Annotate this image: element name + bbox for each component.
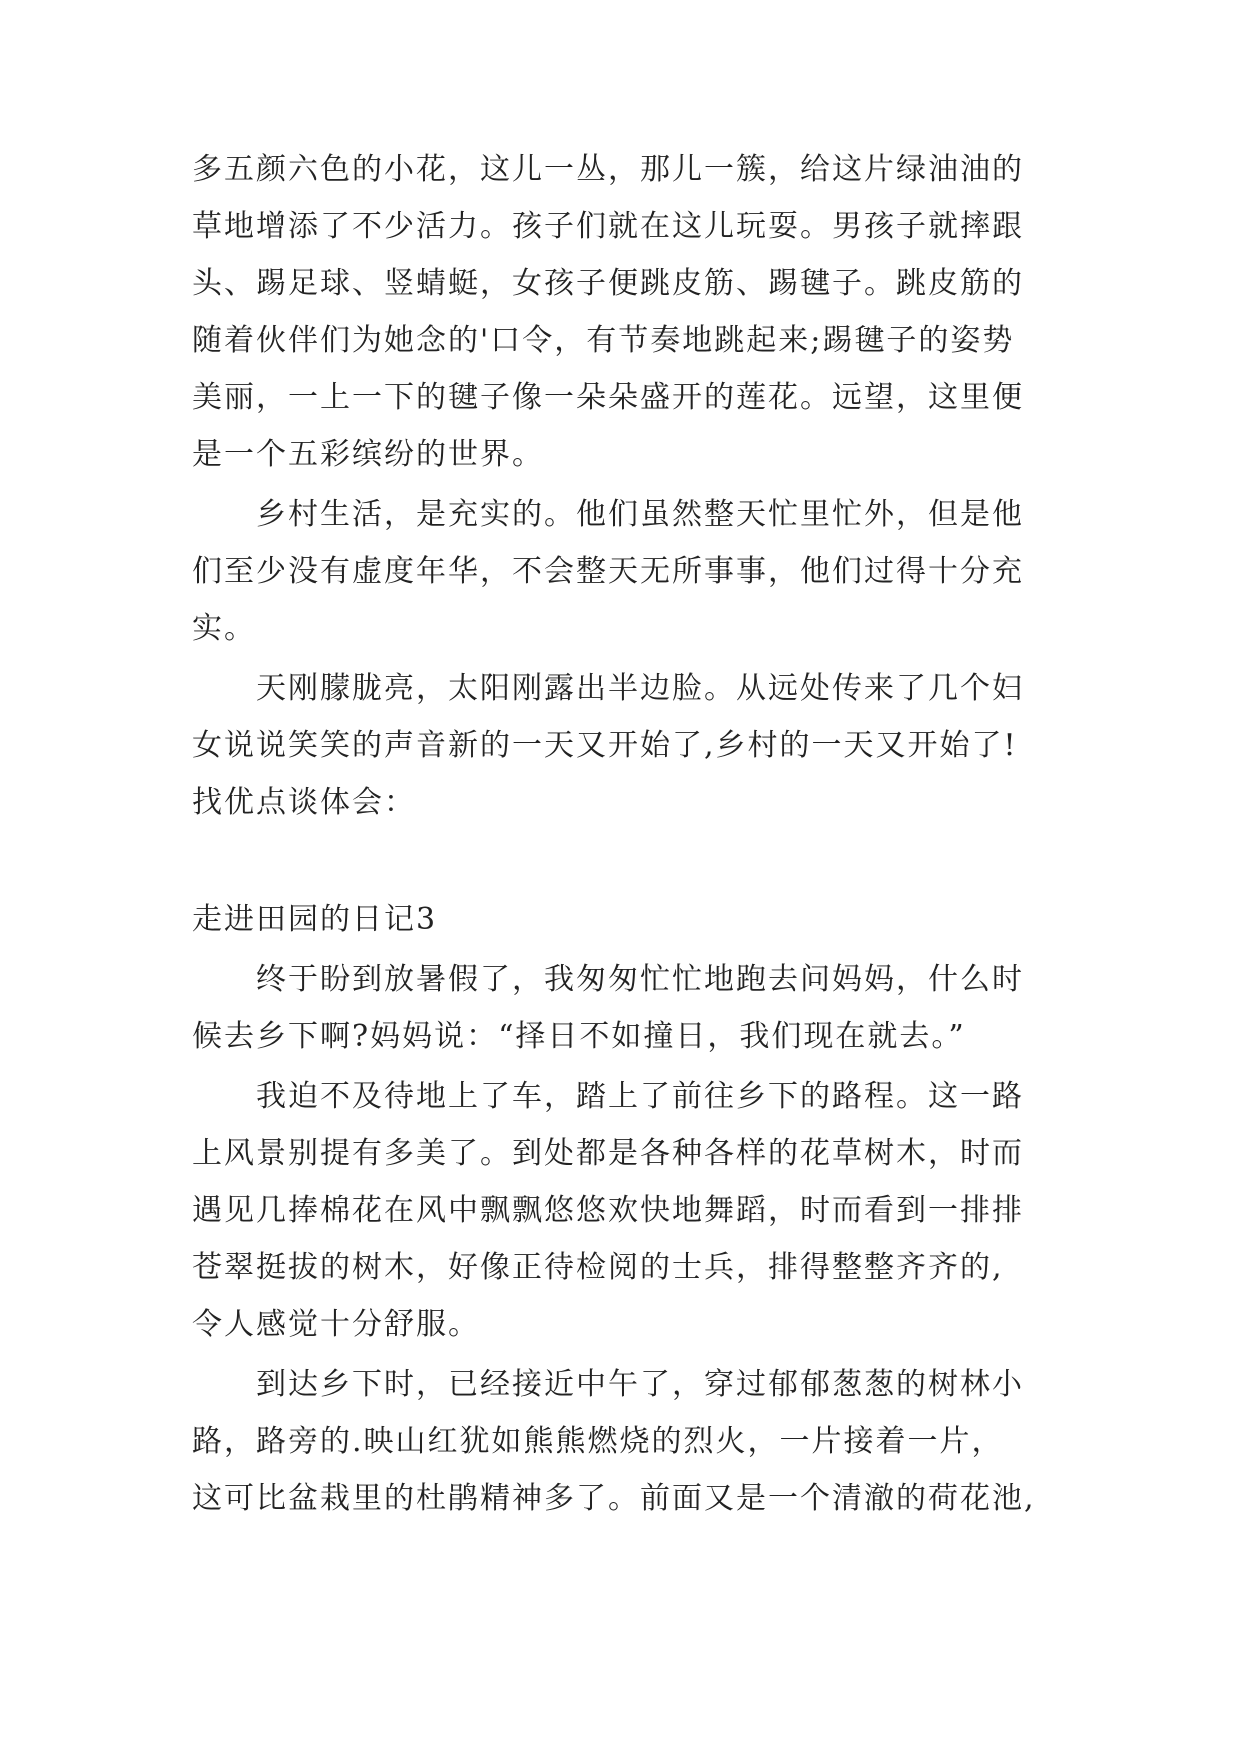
text-line: 令人感觉十分舒服。 bbox=[192, 1307, 480, 1342]
text-line: 多五颜六色的小花，这儿一丛，那儿一簇，给这片绿油油的 bbox=[192, 152, 1024, 187]
paragraph-first-line: 我迫不及待地上了车，踏上了前往乡下的路程。这一路 bbox=[256, 1079, 1024, 1114]
text-line: 女说说笑笑的声音新的一天又开始了,乡村的一天又开始了! bbox=[192, 728, 1018, 763]
paragraph-first-line: 终于盼到放暑假了，我匆匆忙忙地跑去问妈妈，什么时 bbox=[256, 962, 1024, 997]
text-line: 这可比盆栽里的杜鹃精神多了。前面又是一个清澈的荷花池, bbox=[192, 1481, 1036, 1516]
text-line: 们至少没有虚度年华，不会整天无所事事，他们过得十分充 bbox=[192, 554, 1024, 589]
text-line: 草地增添了不少活力。孩子们就在这儿玩耍。男孩子就摔跟 bbox=[192, 209, 1024, 244]
text-line: 路，路旁的.映山红犹如熊熊燃烧的烈火，一片接着一片， bbox=[192, 1424, 1004, 1459]
paragraph-first-line: 天刚朦胧亮，太阳刚露出半边脸。从远处传来了几个妇 bbox=[256, 671, 1024, 706]
text-line: 美丽，一上一下的毽子像一朵朵盛开的莲花。远望，这里便 bbox=[192, 380, 1024, 415]
text-line: 实。 bbox=[192, 611, 256, 646]
text-line: 苍翠挺拔的树木，好像正待检阅的士兵，排得整整齐齐的, bbox=[192, 1250, 1004, 1285]
text-line: 头、踢足球、竖蜻蜓，女孩子便跳皮筋、踢毽子。跳皮筋的 bbox=[192, 266, 1024, 301]
text-line: 是一个五彩缤纷的世界。 bbox=[192, 437, 544, 472]
paragraph-first-line: 乡村生活，是充实的。他们虽然整天忙里忙外，但是他 bbox=[256, 497, 1024, 532]
text-line: 找优点谈体会： bbox=[192, 785, 416, 820]
text-line: 随着伙伴们为她念的'口令，有节奏地跳起来;踢毽子的姿势 bbox=[192, 323, 1015, 358]
paragraph-first-line: 到达乡下时，已经接近中午了，穿过郁郁葱葱的树林小 bbox=[256, 1367, 1024, 1402]
text-line: 遇见几捧棉花在风中飘飘悠悠欢快地舞蹈，时而看到一排排 bbox=[192, 1193, 1024, 1228]
text-line: 候去乡下啊?妈妈说：“择日不如撞日，我们现在就去。” bbox=[192, 1019, 966, 1054]
section-title: 走进田园的日记3 bbox=[192, 902, 438, 937]
text-column bbox=[192, 0, 1092, 1754]
text-line: 上风景别提有多美了。到处都是各种各样的花草树木，时而 bbox=[192, 1136, 1024, 1171]
